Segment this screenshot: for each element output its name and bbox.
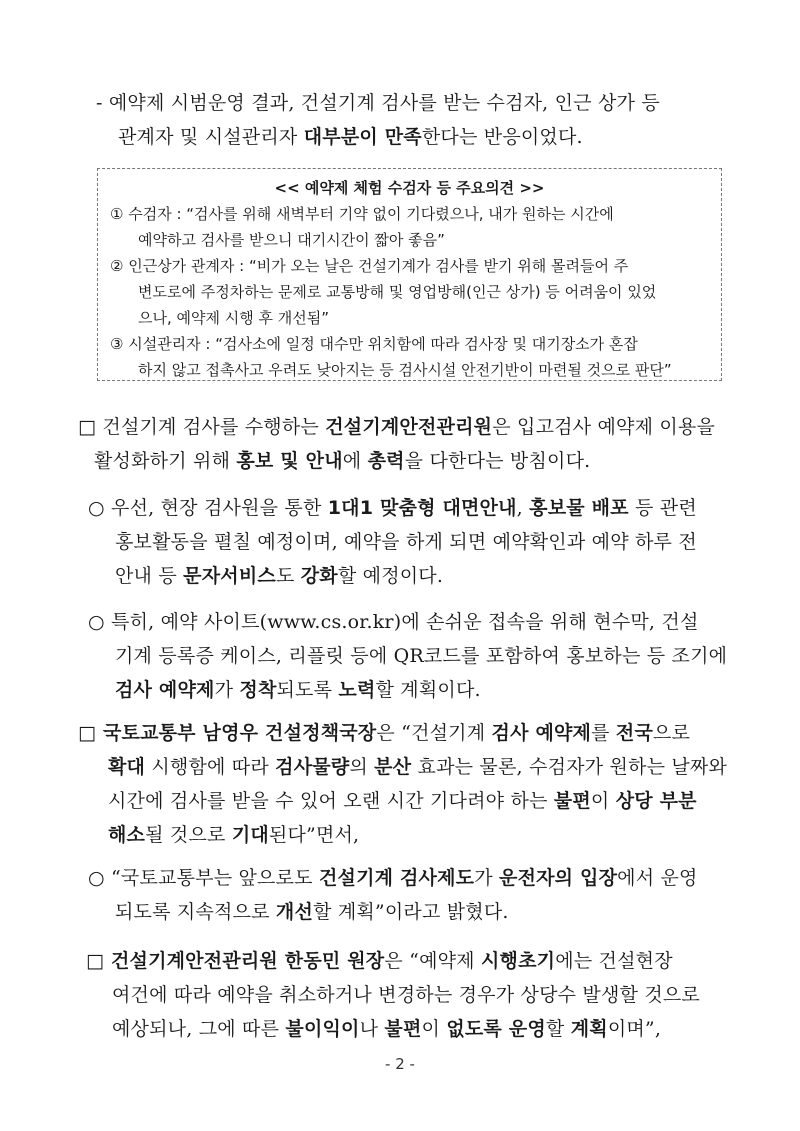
bold-text: 정착	[239, 679, 277, 701]
text-span: 으로	[653, 722, 691, 744]
ministry-line-3	[78, 784, 727, 818]
opinion-line: ② 인근상가 관계자 : “비가 오는 날은 건설기계가 검사를 받기 위해 몰려들어 주	[110, 257, 629, 275]
bold-text: 건설기계안전관리원	[325, 416, 493, 438]
ministry-quote-paragraph	[78, 716, 727, 852]
opinion-item-1	[110, 201, 614, 253]
ministry-plan-line-2	[88, 895, 698, 929]
text-span: 에	[342, 450, 368, 472]
promotion-paragraph	[78, 410, 715, 478]
bold-text: 시행초기	[480, 950, 556, 972]
bold-text: 1대1 맞춤형 대면안내	[327, 497, 517, 519]
first-plan-line-1	[88, 491, 697, 525]
ministry-line-2	[78, 750, 727, 784]
text-span: 나	[359, 1018, 385, 1040]
result-paragraph	[96, 86, 660, 154]
first-plan-line-3	[88, 559, 697, 593]
bold-text: 검사 예약제	[115, 679, 215, 701]
bold-text: 강화	[300, 565, 338, 587]
text-span: 시간에 검사를 받을 수 있어 오랜 시간 기다려야 하는	[108, 790, 554, 812]
bold-text: 대부분이 만족	[303, 126, 422, 148]
ministry-line-4	[78, 818, 727, 852]
bold-text: 분산	[374, 756, 412, 778]
bold-text: 문자서비스	[183, 565, 276, 587]
bold-text: 해소	[108, 824, 146, 846]
opinion-line: 예약하고 검사를 받으니 대기시간이 짧아 좋음”	[138, 231, 445, 249]
opinion-line: ③ 시설관리자 : “검사소에 일정 대수만 위치함에 따라 검사장 및 대기장소가 혼잡	[110, 335, 638, 353]
text-span: 되도록 지속적으로	[115, 901, 276, 923]
text-span: 안내 등	[115, 565, 184, 587]
promotion-line-1	[78, 410, 715, 444]
text-span: 우선, 현장 검사원을 통한	[104, 497, 328, 519]
text-span: 은 입고검사 예약제 이용을	[492, 416, 716, 438]
ministry-plan-paragraph	[88, 861, 698, 929]
text-span: 가	[474, 867, 500, 889]
opinion-line: 하지 않고 접촉사고 우려도 낮아지는 등 검사시설 안전기반이 마련될 것으로 판단”	[138, 361, 672, 379]
text-span: 한다는 반응이었다.	[421, 126, 583, 148]
text-span: 을 다한다는 방침이다.	[404, 450, 591, 472]
text-span: 효과는 물론, 수검자가 원하는 날짜와	[411, 756, 728, 778]
bold-text: 없도록 운영	[446, 1018, 546, 1040]
bold-text: 운전자의 입장	[499, 867, 618, 889]
bold-text: 홍보물 배포	[529, 497, 629, 519]
promotion-line-2	[78, 444, 715, 478]
ministry-plan-line-1	[88, 861, 698, 895]
square-bullet-icon: □	[86, 950, 105, 972]
bold-text: 건설기계 검사제도	[318, 867, 475, 889]
text-span: 시행함에 따라	[145, 756, 276, 778]
bold-text: 개선	[275, 901, 314, 923]
bold-text: 건설기계안전관리원 한동민 원장	[104, 950, 385, 972]
opinion-line: ① 수검자 : “검사를 위해 새벽부터 기약 없이 기다렸으나, 내가 원하는 시간에	[110, 205, 614, 223]
bold-text: 검사 예약제	[491, 722, 592, 744]
bold-text: 상당 부분	[615, 790, 697, 812]
text-span: 관계자 및 시설관리자	[118, 126, 304, 148]
text-span: 의	[349, 756, 375, 778]
bold-text: 확대	[108, 756, 146, 778]
opinion-item-2	[110, 253, 656, 331]
bold-text: 국토교통부 남영우 건설정책국장	[96, 722, 377, 744]
bold-text: 전국	[615, 722, 654, 744]
text-span: 활성화하기 위해	[94, 450, 237, 472]
text-span: 된다”면서,	[268, 824, 360, 846]
opinion-box-title: << 예약제 체험 수검자 등 주요의견 >>	[274, 179, 545, 197]
first-plan-paragraph	[88, 491, 697, 593]
opinion-line: 으나, 예약제 시행 후 개선됨”	[138, 309, 330, 327]
square-bullet-icon: □	[78, 416, 97, 438]
qr-plan-line-2: 기계 등록증 케이스, 리플릿 등에 QR코드를 포함하여 홍보하는 등 조기에	[115, 645, 728, 667]
text-span: 할 예정이다.	[337, 565, 444, 587]
square-bullet-icon: □	[78, 722, 97, 744]
bold-text: 총력	[367, 450, 405, 472]
bold-text: 노력	[338, 679, 376, 701]
text-span: ,	[516, 497, 530, 519]
text-span: 를	[591, 722, 616, 744]
qr-plan-paragraph	[88, 605, 727, 707]
text-span: 될 것으로	[145, 824, 232, 846]
circle-bullet-icon: ○	[88, 611, 105, 633]
text-span: 할 계획이다.	[375, 679, 481, 701]
text-span: 할	[545, 1018, 571, 1040]
text-span: 예상되나, 그에 따른	[112, 1018, 286, 1040]
text-span: 등 관련	[628, 497, 697, 519]
first-plan-line-2: 홍보활동을 펼칠 예정이며, 예약을 하게 되면 예약확인과 예약 하루 전	[115, 531, 697, 553]
director-quote-paragraph	[86, 944, 700, 1046]
text-span: 할 계획”이라고 밝혔다.	[313, 901, 509, 923]
text-span: 이며”,	[607, 1018, 662, 1040]
circle-bullet-icon: ○	[88, 867, 105, 889]
qr-plan-line-1	[88, 605, 727, 639]
result-line-2	[96, 120, 660, 154]
bold-text: 불이익이	[285, 1018, 360, 1040]
page-number: - 2 -	[385, 1055, 415, 1073]
bold-text: 검사물량	[275, 756, 350, 778]
text-span: 은 “건설기계	[376, 722, 492, 744]
text-span: 특히, 예약 사이트(www.cs.or.kr)에 손쉬운 접속을 위해 현수막, 건설	[104, 611, 699, 633]
text-span: “국토교통부는 앞으로도	[104, 867, 319, 889]
text-span: 도	[275, 565, 301, 587]
director-line-2: 여건에 따라 예약을 취소하거나 변경하는 경우가 상당수 발생할 것으로	[112, 984, 700, 1006]
bold-text: 불편	[553, 790, 591, 812]
text-span: 에서 운영	[617, 867, 698, 889]
opinion-item-3	[110, 331, 672, 383]
opinion-line: 변도로에 주정차하는 문제로 교통방해 및 영업방해(인근 상가) 등 어려움이 있었	[138, 283, 657, 301]
bold-text: 홍보 및 안내	[236, 450, 343, 472]
text-span: 이	[590, 790, 616, 812]
result-line-1: - 예약제 시범운영 결과, 건설기계 검사를 받는 수검자, 인근 상가 등	[96, 92, 660, 114]
qr-plan-line-3	[88, 673, 727, 707]
bold-text: 불편	[384, 1018, 422, 1040]
bold-text: 계획	[570, 1018, 608, 1040]
text-span: 건설기계 검사를 수행하는	[96, 416, 326, 438]
text-span: 되도록	[276, 679, 339, 701]
text-span: 가	[214, 679, 240, 701]
director-line-1	[86, 944, 700, 978]
opinion-box	[97, 168, 722, 381]
circle-bullet-icon: ○	[88, 497, 105, 519]
text-span: 은 “예약제	[384, 950, 481, 972]
bold-text: 기대	[231, 824, 269, 846]
text-span: 이	[421, 1018, 447, 1040]
director-line-3	[86, 1012, 700, 1046]
text-span: 에는 건설현장	[555, 950, 673, 972]
ministry-line-1	[78, 716, 727, 750]
